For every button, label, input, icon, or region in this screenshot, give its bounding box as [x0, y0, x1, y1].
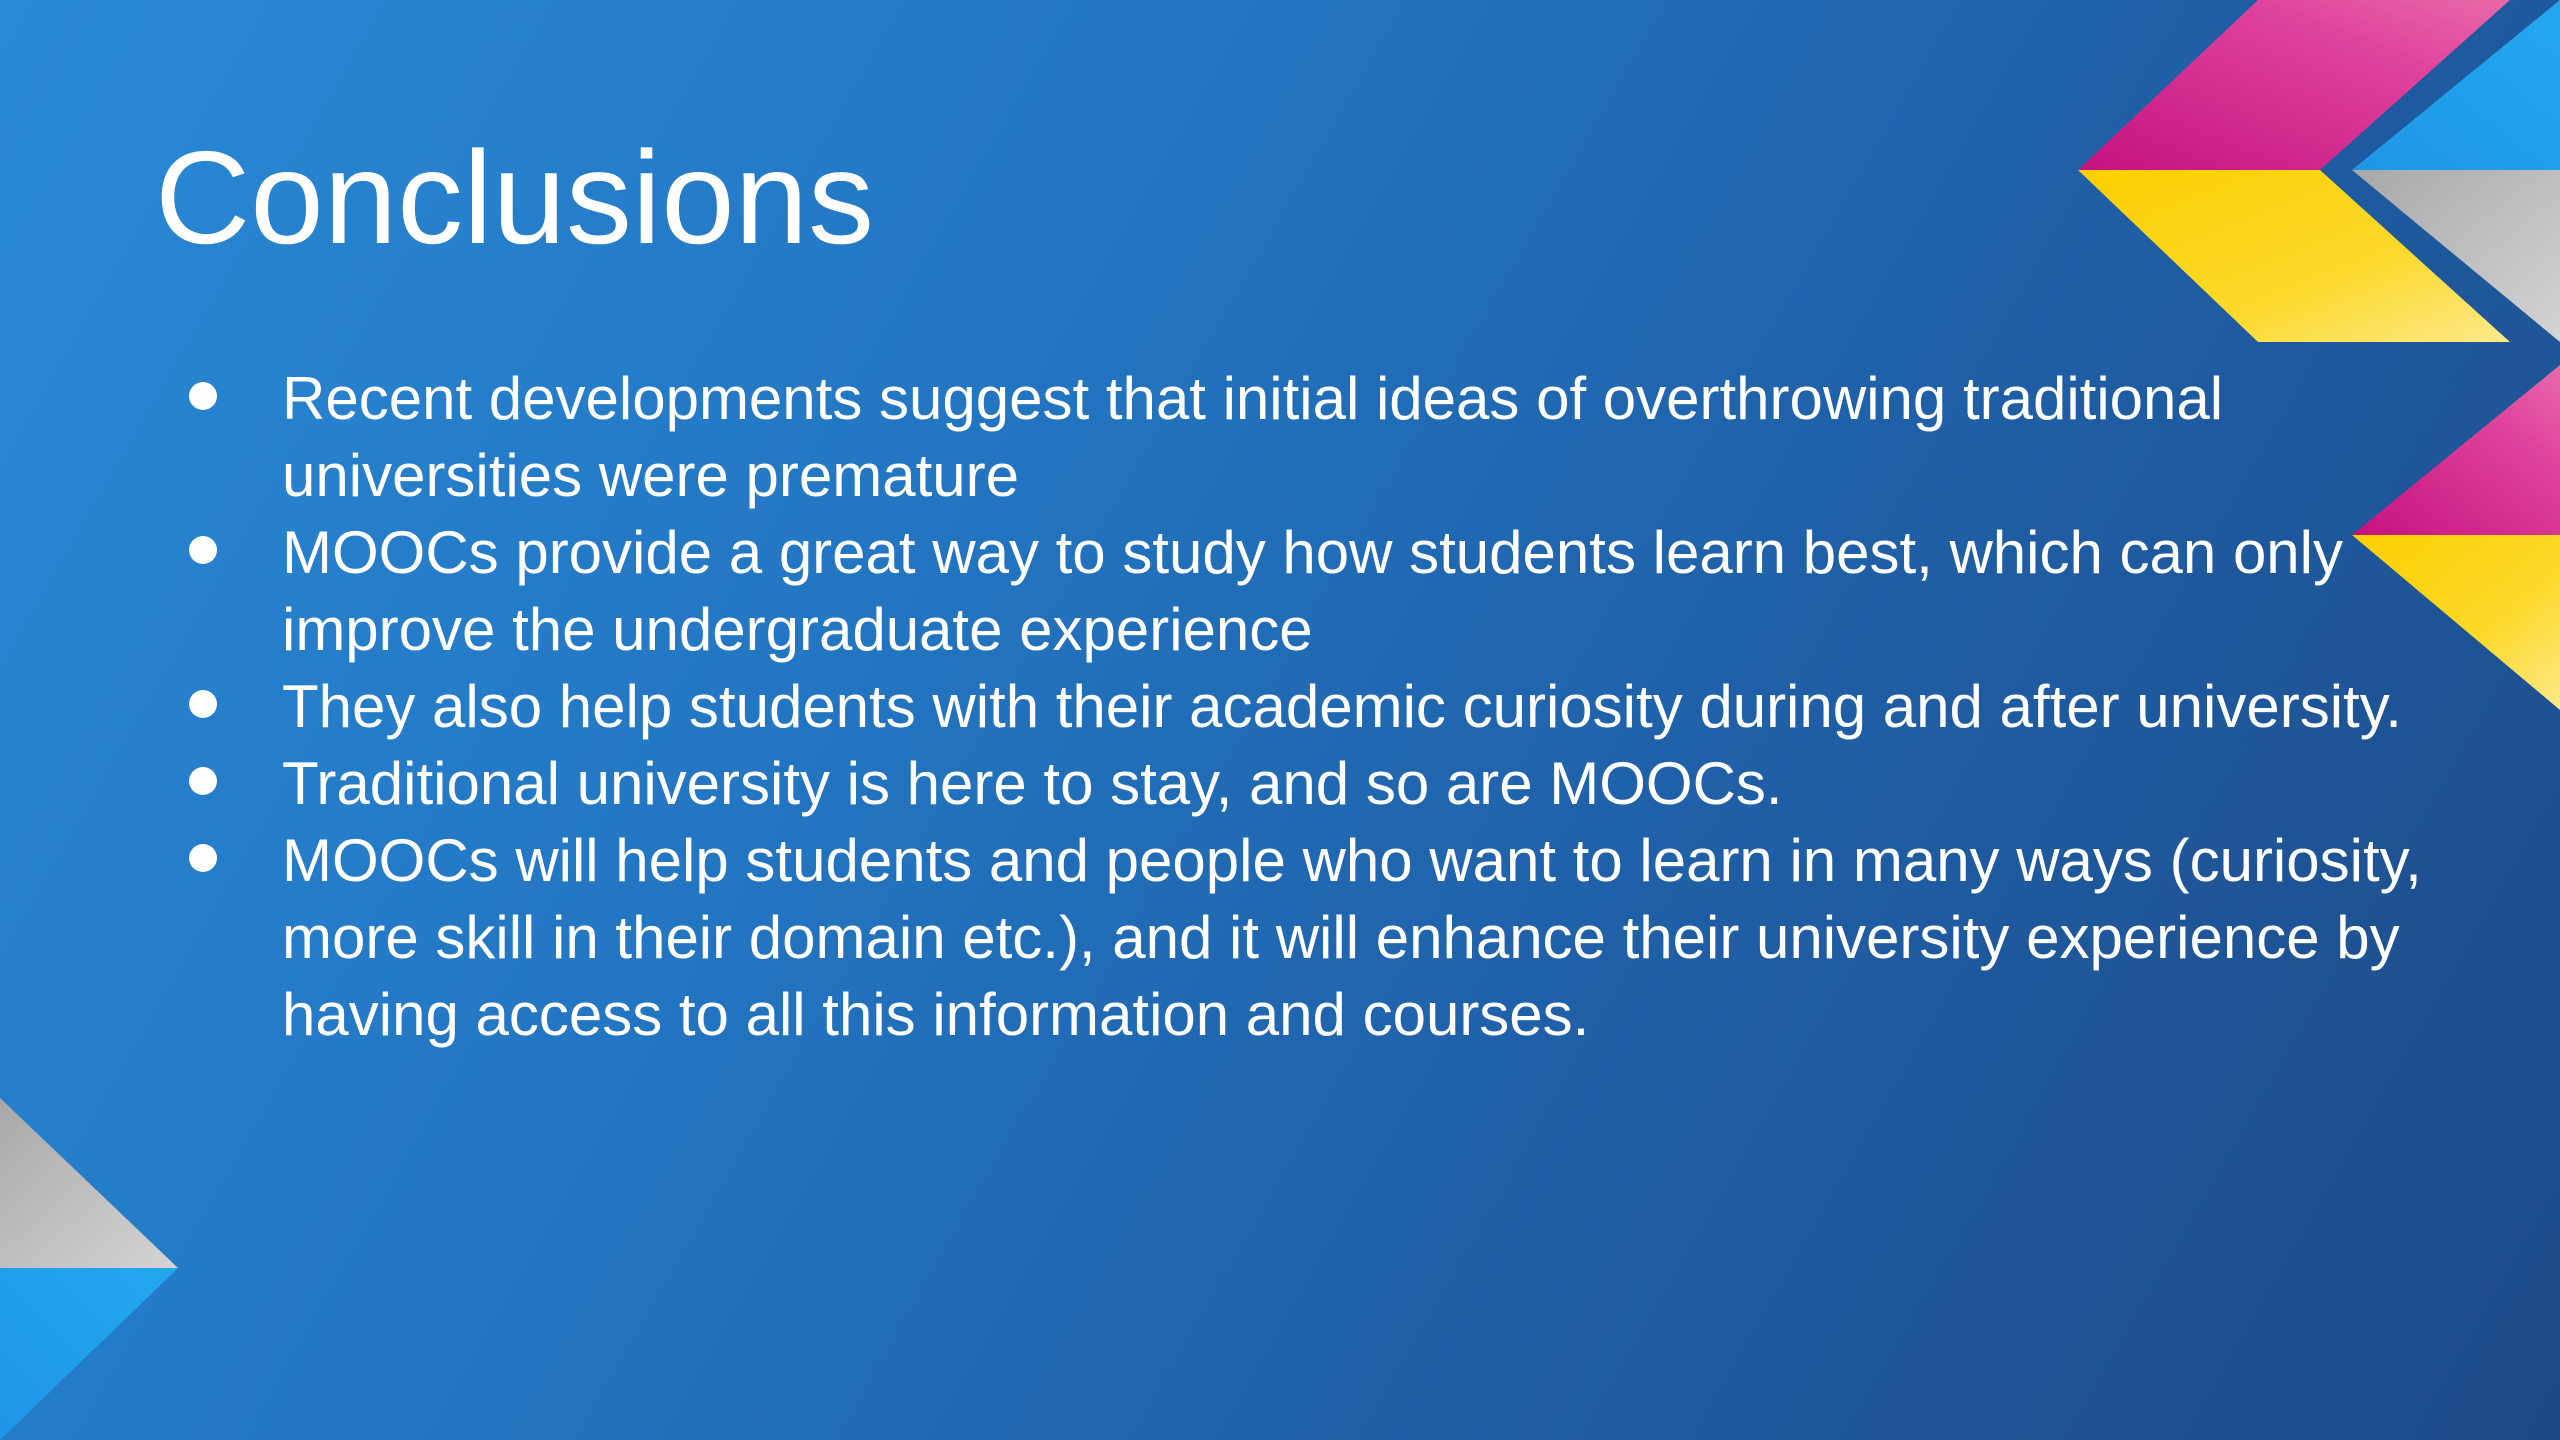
bullet-item	[0, 822, 2482, 1053]
bullet-dot-icon	[189, 690, 217, 718]
bullet-text: MOOCs will help students and people who want to learn in many ways (curiosity, more skill in their domain etc.), and it will enhance their university experience by having access to all this information and courses.	[282, 827, 2422, 1048]
bullet-text: MOOCs provide a great way to study how students learn best, which can only improve the undergraduate experience	[282, 519, 2344, 663]
bullet-dot-icon	[189, 536, 217, 564]
slide-title: Conclusions	[155, 124, 875, 271]
bullet-item	[0, 745, 2482, 822]
bullet-item	[0, 360, 2482, 514]
bullet-item	[0, 514, 2482, 668]
bullet-dot-icon	[189, 767, 217, 795]
bullet-item	[0, 668, 2482, 745]
gray-triangle-bottom-left	[0, 1098, 178, 1268]
bullet-text: Traditional university is here to stay, and so are MOOCs.	[282, 750, 1783, 817]
cyan-triangle-bottom-left	[0, 1268, 178, 1440]
bullet-text: Recent developments suggest that initial ideas of overthrowing traditional universities were premature	[282, 365, 2224, 509]
bullet-text: They also help students with their academic curiosity during and after university.	[282, 673, 2402, 740]
bullet-list	[0, 360, 2560, 1053]
bullet-dot-icon	[189, 382, 217, 410]
bullet-dot-icon	[189, 844, 217, 872]
